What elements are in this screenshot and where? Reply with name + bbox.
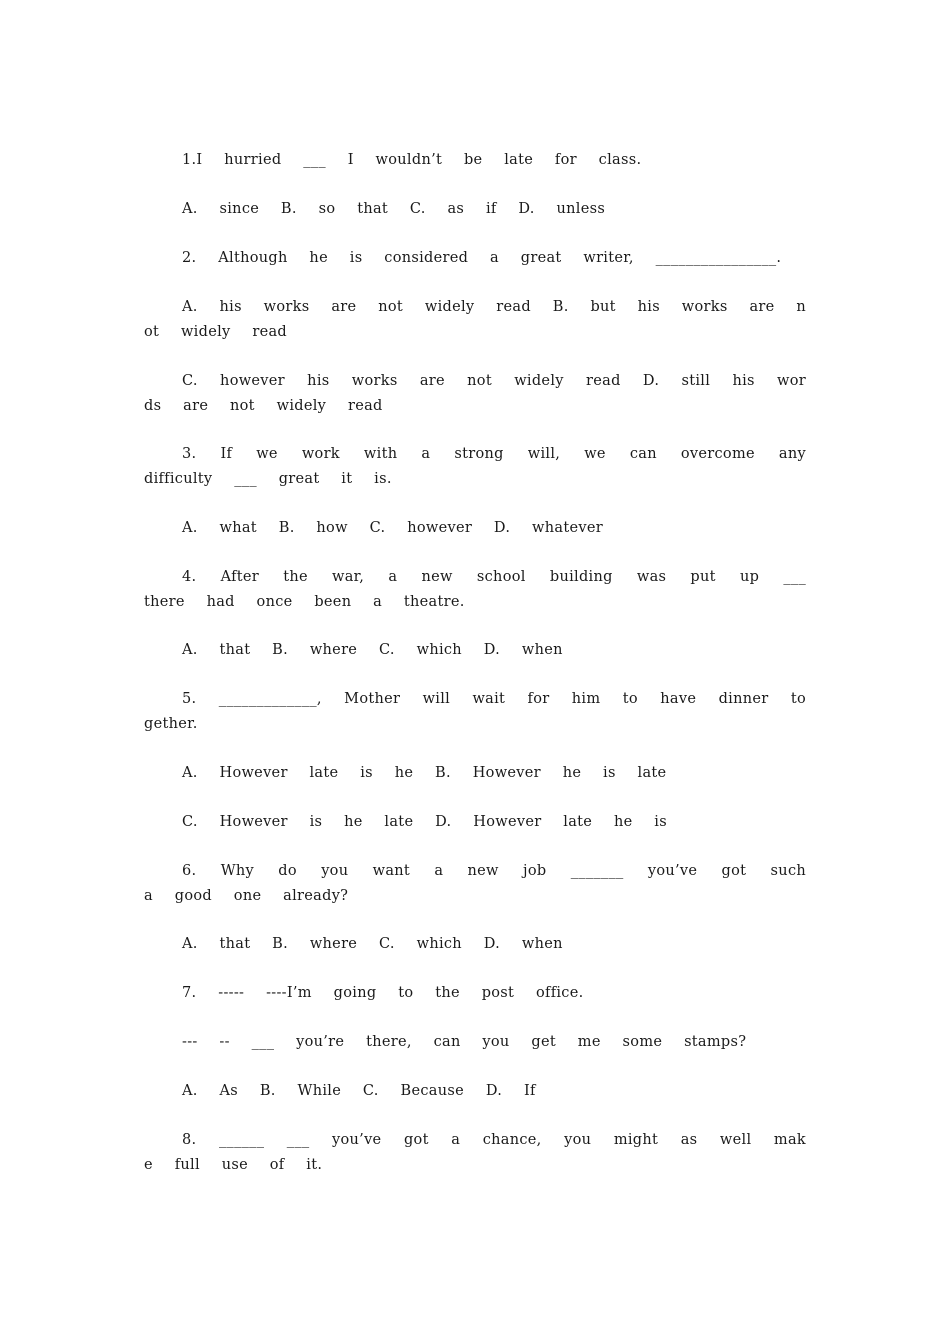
- question-5: 5. _____________, Mother will wait for him to have dinner together.: [144, 691, 806, 732]
- question-6: 6. Why do you want a new job _______ you’ve got such a good one already?: [144, 863, 828, 904]
- options-1: A. since B. so that C. as if D. unless: [182, 201, 606, 217]
- options-5-ab: A. However late is he B. However he is late: [182, 765, 667, 781]
- options-2-ab: A. his works are not widely read B. but his works are not widely read: [144, 299, 806, 340]
- options-7: A. As B. While C. Because D. If: [182, 1083, 536, 1099]
- options-6: A. that B. where C. which D. when: [182, 936, 563, 952]
- options-5-cd: C. However is he late D. However late he is: [182, 814, 667, 830]
- options-2-cd: C. however his works are not widely read D. still his words are not widely read: [144, 373, 806, 414]
- question-3: 3. If we work with a strong will, we can overcome any difficulty ___ great it is.: [144, 446, 828, 487]
- question-4: 4. After the war, a new school building was put up ___ there had once been a theatre.: [144, 569, 828, 610]
- question-7-reply: --- -- ___ you’re there, can you get me some stamps?: [182, 1034, 747, 1050]
- question-2: 2. Although he is considered a great writer, ________________.: [182, 250, 782, 266]
- question-7: 7. ----- ----I’m going to the post office.: [182, 985, 584, 1001]
- question-1: 1.I hurried ___ I wouldn’t be late for class.: [182, 152, 642, 168]
- options-4: A. that B. where C. which D. when: [182, 642, 563, 658]
- options-3: A. what B. how C. however D. whatever: [182, 520, 603, 536]
- question-8: 8. ______ ___ you’ve got a chance, you might as well make full use of it.: [144, 1132, 806, 1173]
